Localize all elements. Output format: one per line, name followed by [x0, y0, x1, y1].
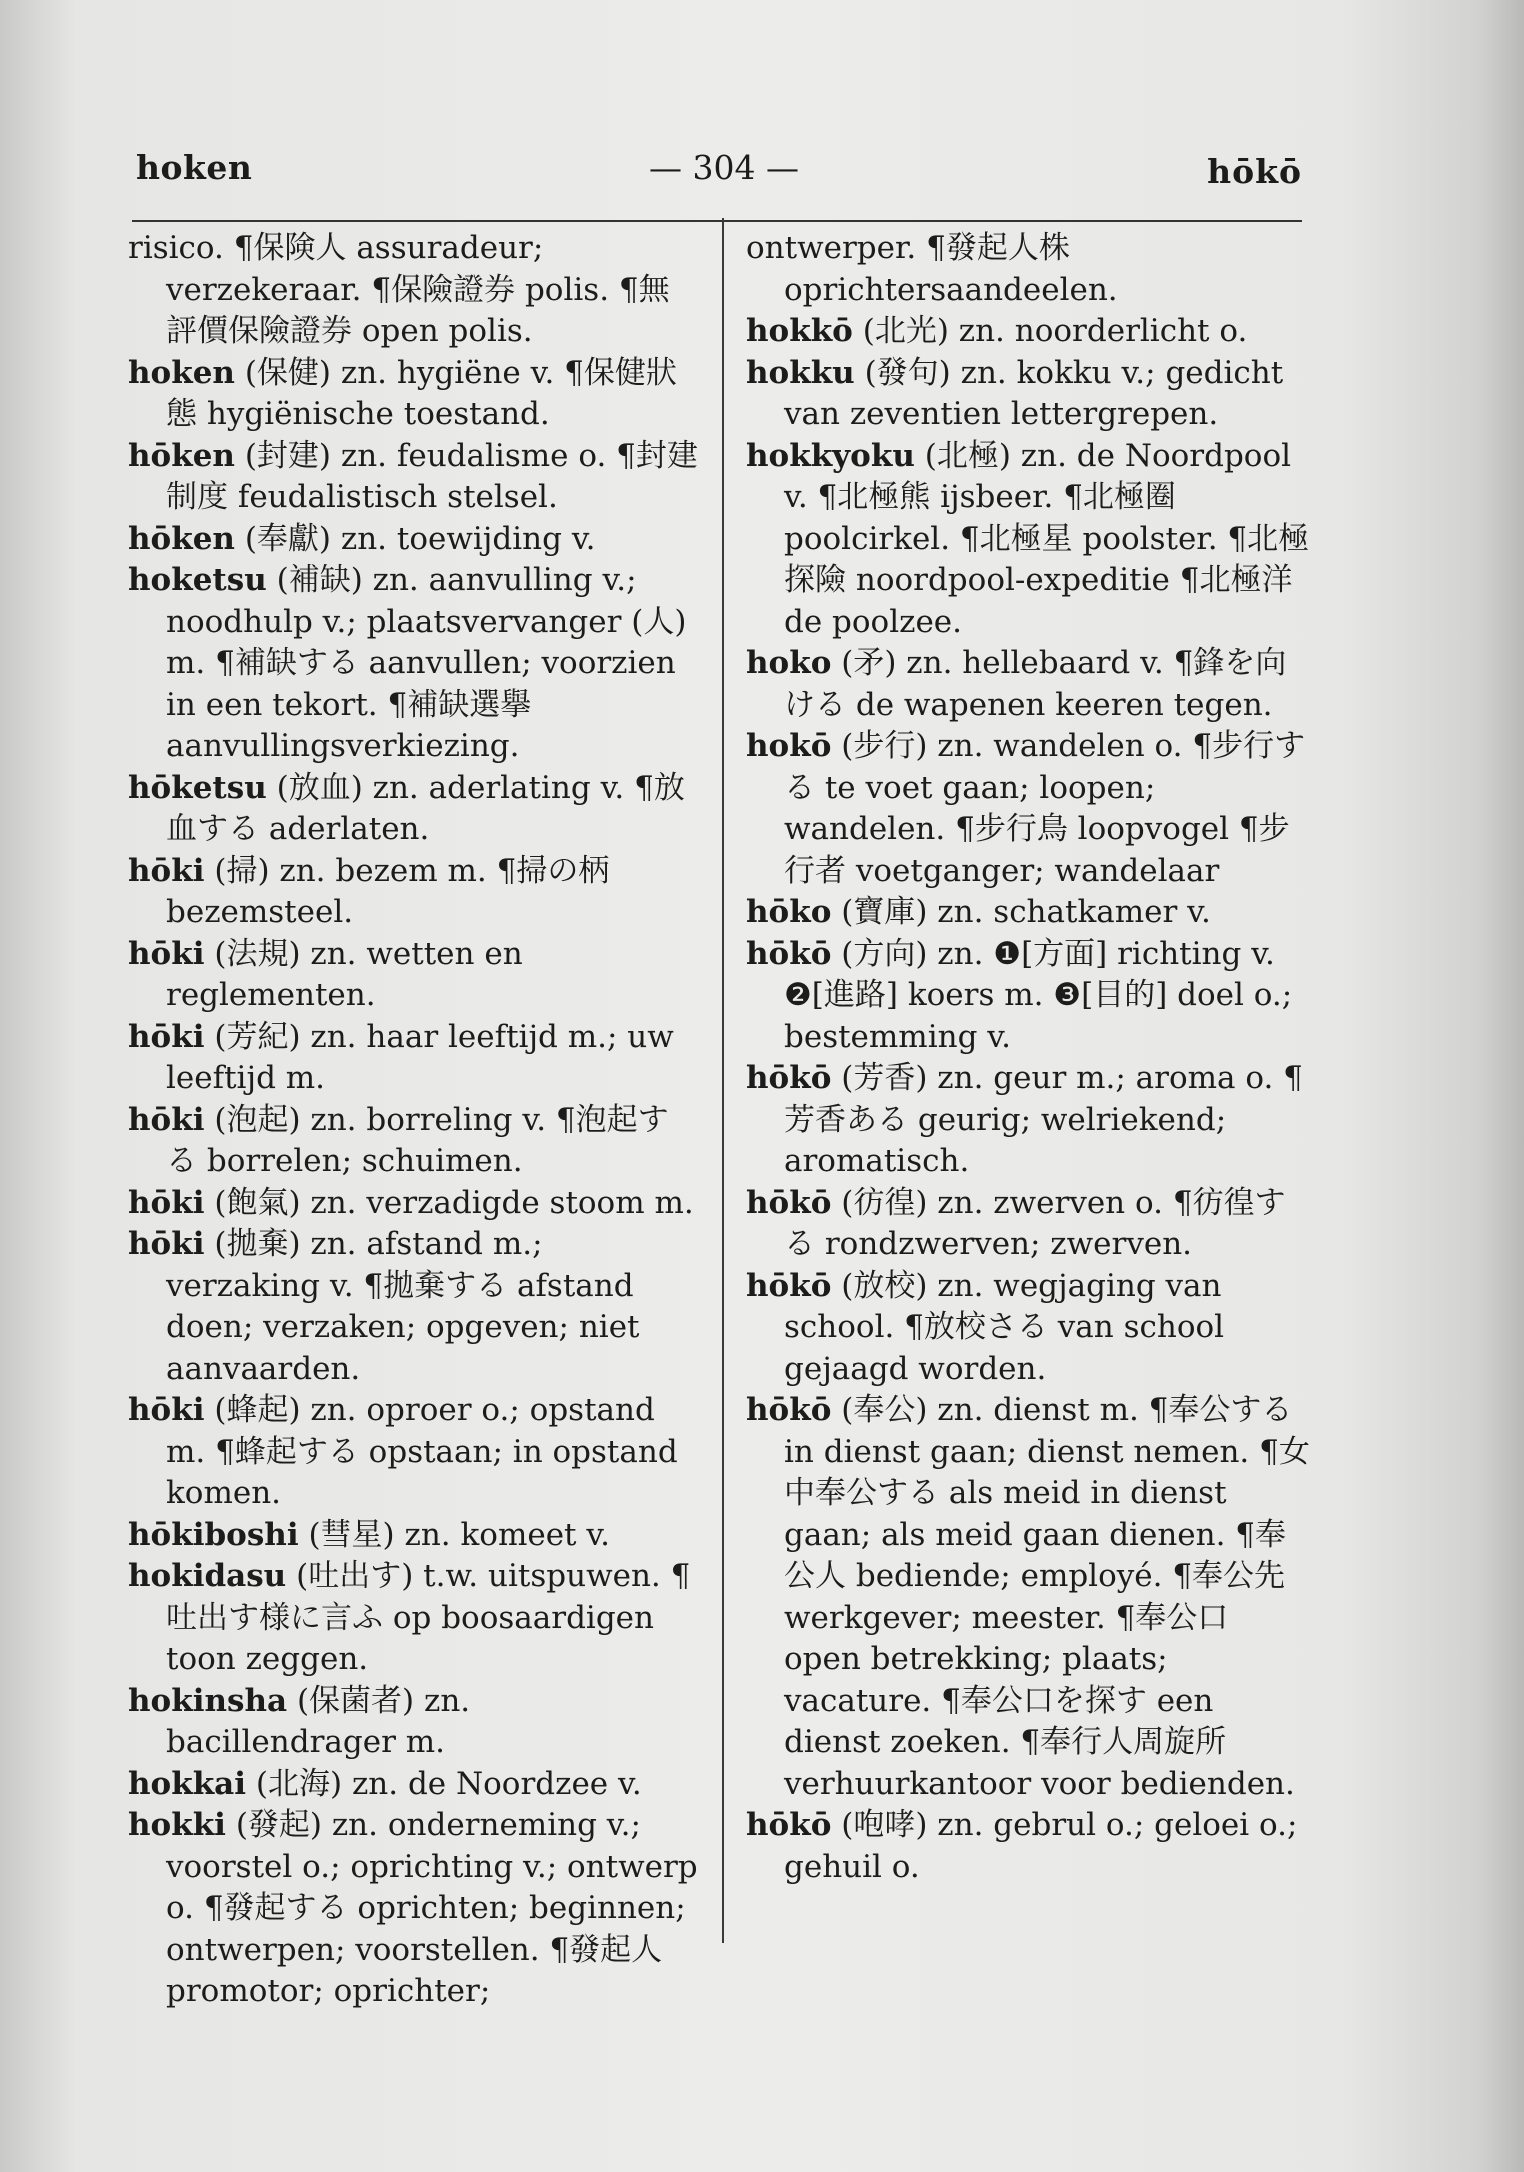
dictionary-entry: hokku (發句) zn. kokku v.; gedicht van zeventien lettergrepen. [746, 354, 1284, 432]
headword: hōkō [746, 1267, 832, 1304]
dictionary-entry: hōki (泡起) zn. borreling v. ¶泡起する borrelen; schuimen. [128, 1101, 669, 1179]
dictionary-entry: hōkō (彷徨) zn. zwerven o. ¶彷徨する rondzwerven; zwerven. [746, 1184, 1286, 1262]
headword: hōkiboshi [128, 1516, 299, 1553]
dictionary-entry: hōkiboshi (彗星) zn. komeet v. [128, 1516, 611, 1553]
dictionary-entry: hokkō (北光) zn. noorderlicht o. [746, 313, 1248, 349]
dictionary-entry: hōken (奉獻) zn. toewijding v. [128, 520, 596, 557]
headword: hōkō [746, 935, 832, 972]
headword: hōki [128, 1101, 205, 1138]
dictionary-entry: hōkō (芳香) zn. geur m.; aroma o. ¶芳香ある geurig; welriekend; aromatisch. [746, 1060, 1303, 1179]
dictionary-entry: hōki (法規) zn. wetten en reglementen. [128, 935, 523, 1013]
headword: hōki [128, 1392, 205, 1428]
dictionary-entry: hōki (飽氣) zn. verzadigde stoom m. [128, 1184, 694, 1221]
dictionary-entry: hokinsha (保菌者) zn. bacillendrager m. [128, 1682, 471, 1760]
headword: hokidasu [128, 1558, 287, 1594]
headword: hokkō [746, 313, 853, 349]
dictionary-entry: hōkō (咆哮) zn. gebrul o.; geloei o.; gehuil o. [746, 1807, 1298, 1885]
headword: hokinsha [128, 1682, 288, 1719]
headword: hoko [746, 645, 832, 681]
dictionary-entry: hōki (蜂起) zn. oproer o.; opstand m. ¶蜂起する opstaan; in opstand komen. [128, 1392, 678, 1511]
headword: hōki [128, 1226, 205, 1262]
dictionary-entry: hōkō (方向) zn. ❶[方面] richting v. ❷[進路] koers m. ❸[目的] doel o.; bestemming v. [746, 935, 1293, 1055]
page-number: — 304 — [649, 148, 799, 187]
dictionary-entry: hokō (步行) zn. wandelen o. ¶步行する te voet gaan; loopen; wandelen. ¶步行鳥 loopvogel ¶步行者 voetganger; wandelaar [746, 728, 1306, 889]
headword: hokkai [128, 1765, 247, 1802]
headword: hokō [746, 728, 832, 764]
headword: hōkō [746, 1392, 832, 1428]
dictionary-entry: risico. ¶保険人 assuradeur; verzekeraar. ¶保險證券 polis. ¶無評價保險證券 open polis. [128, 230, 670, 349]
column-divider [722, 218, 724, 1943]
headword: hōkō [746, 1807, 832, 1843]
dictionary-entry: hōki (掃) zn. bezem m. ¶掃の柄 bezemsteel. [128, 852, 610, 930]
headword: hoken [128, 354, 235, 391]
dictionary-entry: hōkō (放校) zn. wegjaging van school. ¶放校さる van school gejaagd worden. [746, 1267, 1225, 1387]
headword: hōken [128, 520, 235, 557]
headword: hokkyoku [746, 437, 915, 474]
dictionary-entry: hokkai (北海) zn. de Noordzee v. [128, 1765, 642, 1802]
dictionary-entry: ontwerper. ¶發起人株 oprichtersaandeelen. [746, 230, 1118, 308]
header-rule [132, 220, 1302, 222]
dictionary-entry: hoko (矛) zn. hellebaard v. ¶鋒を向ける de wapenen keeren tegen. [746, 645, 1287, 723]
headword: hokki [128, 1807, 226, 1843]
dictionary-entry: hōki (芳紀) zn. haar leeftijd m.; uw leeftijd m. [128, 1018, 674, 1096]
headword: hōko [746, 894, 832, 930]
dictionary-entry: hōki (拋棄) zn. afstand m.; verzaking v. ¶拋棄する afstand doen; verzaken; opgeven; niet aanvaarden. [128, 1226, 640, 1387]
headword: hōki [128, 852, 205, 889]
headword: hōkō [746, 1184, 832, 1221]
headword: hoketsu [128, 562, 267, 598]
dictionary-entry: hokkyoku (北極) zn. de Noordpool v. ¶北極熊 ijsbeer. ¶北極圈 poolcirkel. ¶北極星 poolster. ¶北極探險 noordpool-expeditie ¶北極洋 de poolzee. [746, 437, 1310, 640]
left-guide-word: hoken [136, 148, 253, 187]
page-header [134, 142, 1302, 192]
right-guide-word: hōkō [1207, 152, 1302, 191]
left-column [128, 228, 698, 2013]
headword: hōketsu [128, 769, 267, 806]
headword: hokku [746, 354, 855, 391]
dictionary-entry: hoketsu (補缺) zn. aanvulling v.; noodhulp v.; plaatsvervanger (人) m. ¶補缺する aanvullen; voorzien in een tekort. ¶補缺選擧 aanvullingsverkiezing. [128, 562, 687, 764]
dictionary-entry: hoken (保健) zn. hygiëne v. ¶保健狀態 hygiënische toestand. [128, 354, 677, 432]
dictionary-entry: hōkō (奉公) zn. dienst m. ¶奉公する in dienst gaan; dienst nemen. ¶女中奉公する als meid in dienst gaan; als meid gaan dienen. ¶奉公人 bediende; employé. ¶奉公先 werkgever; meester. ¶奉公口 open betrekking; plaats; vacature. ¶奉公口を探す een dienst zoeken. ¶奉行人周旋所 verhuurkantoor voor bedienden. [746, 1392, 1310, 1802]
headword: hōki [128, 1018, 205, 1055]
headword: hōken [128, 437, 235, 474]
right-column [746, 228, 1314, 1888]
dictionary-entry: hōketsu (放血) zn. aderlating v. ¶放血する aderlaten. [128, 769, 685, 847]
headword: hōki [128, 935, 205, 972]
headword: hōki [128, 1184, 205, 1221]
headword: hōkō [746, 1060, 832, 1096]
dictionary-entry: hokki (發起) zn. onderneming v.; voorstel o.; oprichting v.; ontwerp o. ¶發起する oprichten; beginnen; ontwerpen; voorstellen. ¶發起人 promotor; oprichter; [128, 1807, 698, 2009]
dictionary-entry: hōko (寶庫) zn. schatkamer v. [746, 894, 1211, 930]
dictionary-entry: hōken (封建) zn. feudalisme o. ¶封建制度 feudalistisch stelsel. [128, 437, 698, 515]
dictionary-entry: hokidasu (吐出す) t.w. uitspuwen. ¶吐出す様に言ふ op boosaardigen toon zeggen. [128, 1558, 691, 1677]
